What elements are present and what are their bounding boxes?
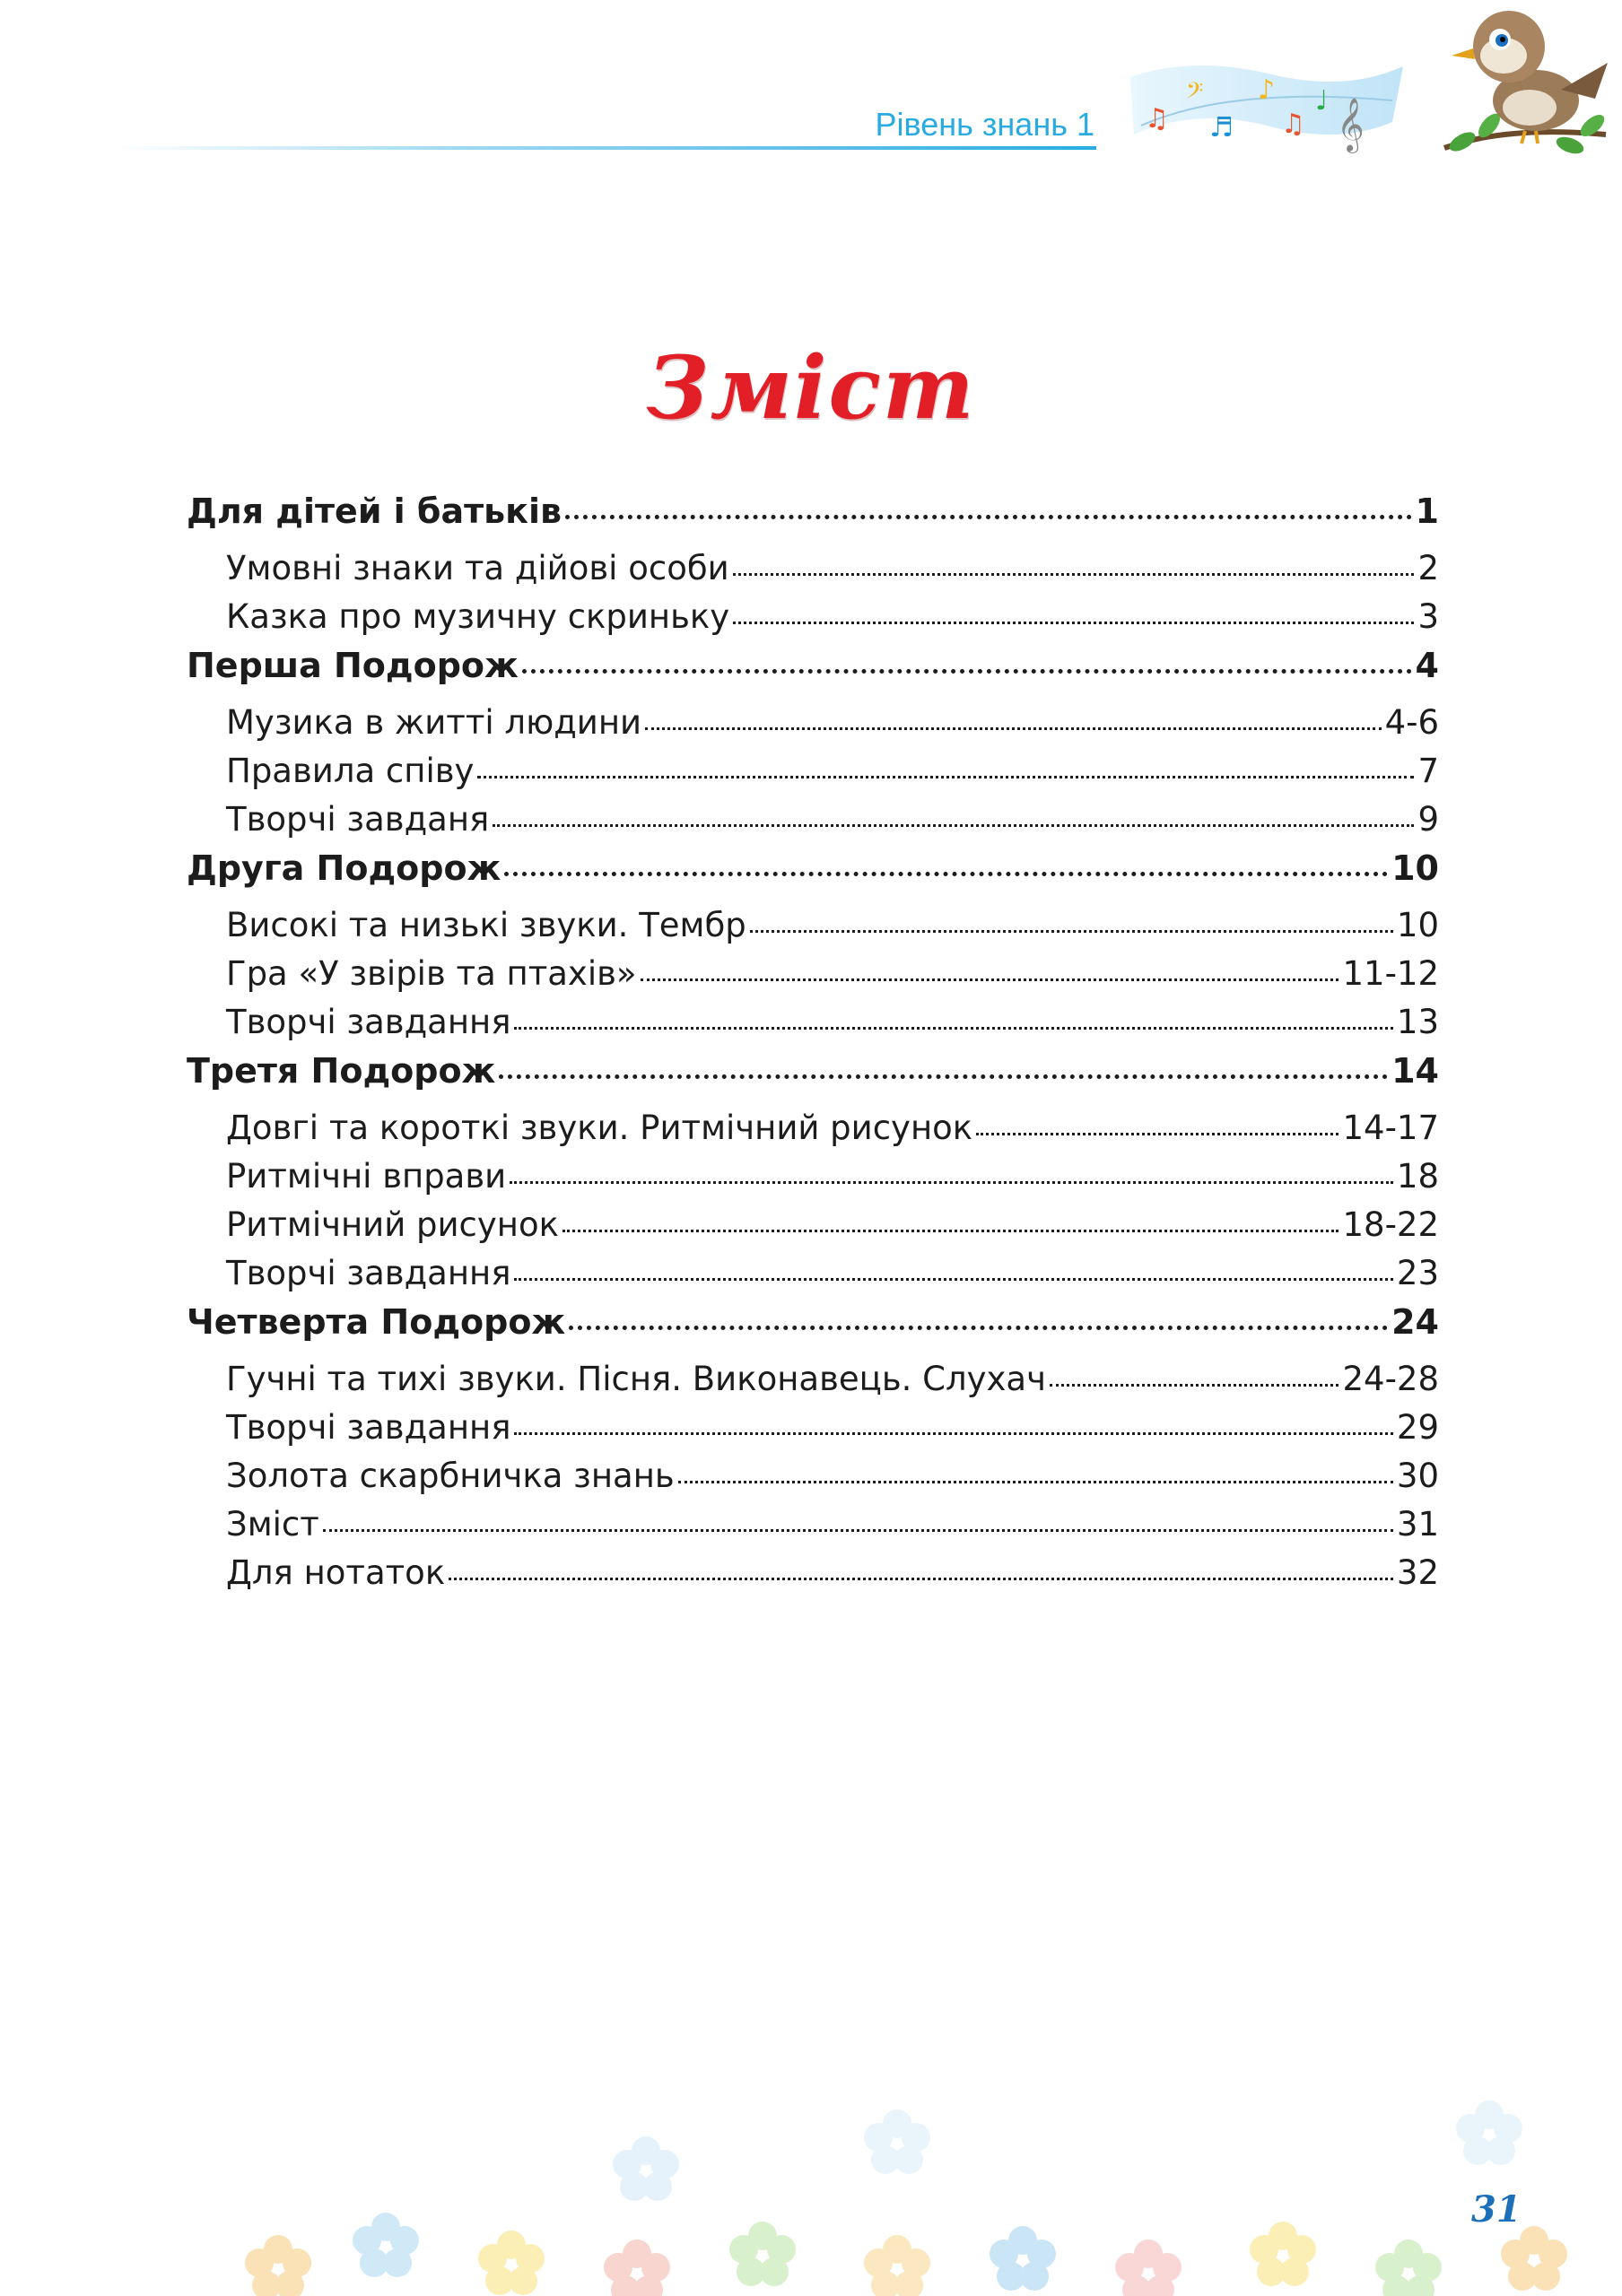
toc-entry[interactable] [226, 1157, 1439, 1196]
toc-entry-title: Казка про музичну скриньку [226, 597, 730, 636]
dot-leader [641, 978, 1339, 981]
toc-entry-page: 7 [1417, 752, 1439, 790]
toc-entry-title: Творчі завдання [226, 1408, 511, 1447]
toc-entry[interactable] [226, 549, 1439, 587]
dot-leader [514, 1027, 1392, 1030]
svg-text:♫: ♫ [1281, 109, 1305, 140]
toc-entry-page: 13 [1396, 1003, 1439, 1041]
dot-leader [678, 1481, 1393, 1483]
dot-leader [510, 1181, 1393, 1184]
toc-entry[interactable] [226, 1505, 1439, 1544]
toc-section-title: Друга Подорож [187, 848, 501, 888]
toc-section-row[interactable] [187, 848, 1439, 888]
dot-leader [733, 622, 1414, 624]
music-notes-banner-icon [1123, 59, 1410, 158]
toc-entry-title: Зміст [226, 1505, 319, 1544]
toc-entry-title: Творчі завдання [226, 1003, 511, 1041]
toc-entry[interactable] [226, 1109, 1439, 1147]
toc-entry-title: Високі та низькі звуки. Тембр [226, 906, 746, 944]
toc-entry-title: Творчі завданя [226, 800, 490, 839]
toc-section-title: Четверта Подорож [187, 1302, 566, 1342]
dot-leader [477, 776, 1414, 778]
toc-entry-page: 11-12 [1342, 954, 1439, 993]
page-number: 31 [1471, 2188, 1522, 2231]
page-title: Зміст [646, 337, 976, 439]
toc-section-page: 24 [1391, 1302, 1439, 1342]
toc-entry-title: Творчі завдання [226, 1254, 511, 1292]
toc-entry-page: 18-22 [1342, 1205, 1439, 1244]
toc-entry[interactable] [226, 703, 1439, 742]
toc-entry-page: 14-17 [1342, 1109, 1439, 1147]
toc-entry-title: Для нотаток [226, 1553, 446, 1592]
dot-leader [976, 1133, 1339, 1135]
toc-section-row[interactable] [187, 1302, 1439, 1342]
toc-section-row[interactable] [187, 491, 1439, 531]
toc-entry-title: Ритмічний рисунок [226, 1205, 559, 1244]
toc-section [187, 1051, 1439, 1292]
toc-entry-page: 32 [1396, 1553, 1439, 1592]
dot-leader [733, 573, 1415, 576]
dot-leader [1050, 1384, 1339, 1387]
toc-entry-title: Музика в житті людини [226, 703, 642, 742]
toc-entry[interactable] [226, 1553, 1439, 1592]
dot-leader [562, 1230, 1339, 1232]
dot-leader [565, 515, 1412, 519]
toc-entry-page: 23 [1396, 1254, 1439, 1292]
toc-entry-title: Умовні знаки та дійові особи [226, 549, 729, 587]
toc-entry[interactable] [226, 954, 1439, 993]
dot-leader [493, 824, 1414, 827]
dot-leader [514, 1432, 1392, 1435]
toc-section [187, 848, 1439, 1041]
toc-entry-page: 29 [1396, 1408, 1439, 1447]
toc-entry[interactable] [226, 1360, 1439, 1398]
dot-leader [645, 727, 1381, 730]
svg-text:♪: ♪ [1258, 74, 1276, 106]
toc-entry[interactable] [226, 800, 1439, 839]
toc-entry-page: 10 [1396, 906, 1439, 944]
svg-text:𝄞: 𝄞 [1337, 98, 1365, 152]
toc-entry[interactable] [226, 1457, 1439, 1495]
toc-entry-title: Ритмічні вправи [226, 1157, 507, 1196]
sparrow-on-branch-icon [1435, 0, 1610, 166]
toc-entry-page: 24-28 [1342, 1360, 1439, 1398]
toc-entry-title: Гучні та тихі звуки. Пісня. Виконавець. Слухач [226, 1360, 1046, 1398]
svg-text:𝄢: 𝄢 [1186, 78, 1204, 109]
toc-entry[interactable] [226, 597, 1439, 636]
flowers-decoration-icon [215, 2090, 1622, 2296]
dot-leader [449, 1578, 1393, 1580]
toc-entry-title: Правила співу [226, 752, 475, 790]
dot-leader [323, 1529, 1393, 1532]
toc-entry-title: Гра «У звірів та птахів» [226, 954, 637, 993]
dot-leader [750, 930, 1393, 933]
toc-section-page: 4 [1415, 646, 1439, 685]
toc-entry[interactable] [226, 1205, 1439, 1244]
table-of-contents [187, 491, 1439, 1602]
level-label: Рівень знань 1 [875, 106, 1094, 143]
header-divider [117, 146, 1096, 150]
dot-leader [514, 1278, 1392, 1281]
toc-entry[interactable] [226, 752, 1439, 790]
toc-entry-title: Довгі та короткі звуки. Ритмічний рисунок [226, 1109, 973, 1147]
toc-entry-page: 9 [1417, 800, 1439, 839]
toc-entry-page: 18 [1396, 1157, 1439, 1196]
toc-entry[interactable] [226, 906, 1439, 944]
svg-text:♬: ♬ [1209, 112, 1234, 144]
svg-text:♩: ♩ [1315, 85, 1329, 117]
toc-section-page: 14 [1391, 1051, 1439, 1091]
toc-entry[interactable] [226, 1003, 1439, 1041]
toc-section-title: Третя Подорож [187, 1051, 496, 1091]
toc-section [187, 491, 1439, 636]
toc-section [187, 646, 1439, 839]
svg-text:♫: ♫ [1145, 103, 1169, 135]
dot-leader [504, 872, 1388, 876]
toc-section [187, 1302, 1439, 1592]
toc-entry[interactable] [226, 1254, 1439, 1292]
toc-section-row[interactable] [187, 1051, 1439, 1091]
toc-entry-page: 2 [1417, 549, 1439, 587]
toc-entry-page: 4-6 [1384, 703, 1439, 742]
dot-leader [499, 1074, 1388, 1079]
toc-section-page: 1 [1415, 491, 1439, 531]
toc-section-page: 10 [1391, 848, 1439, 888]
toc-entry-title: Золота скарбничка знань [226, 1457, 675, 1495]
toc-entry-page: 31 [1396, 1505, 1439, 1544]
toc-section-title: Перша Подорож [187, 646, 519, 685]
toc-section-title: Для дітей і батьків [187, 491, 562, 531]
toc-entry[interactable] [226, 1408, 1439, 1447]
toc-entry-page: 30 [1396, 1457, 1439, 1495]
dot-leader [522, 669, 1412, 674]
toc-section-row[interactable] [187, 646, 1439, 685]
toc-entry-page: 3 [1417, 597, 1439, 636]
dot-leader [569, 1326, 1388, 1330]
